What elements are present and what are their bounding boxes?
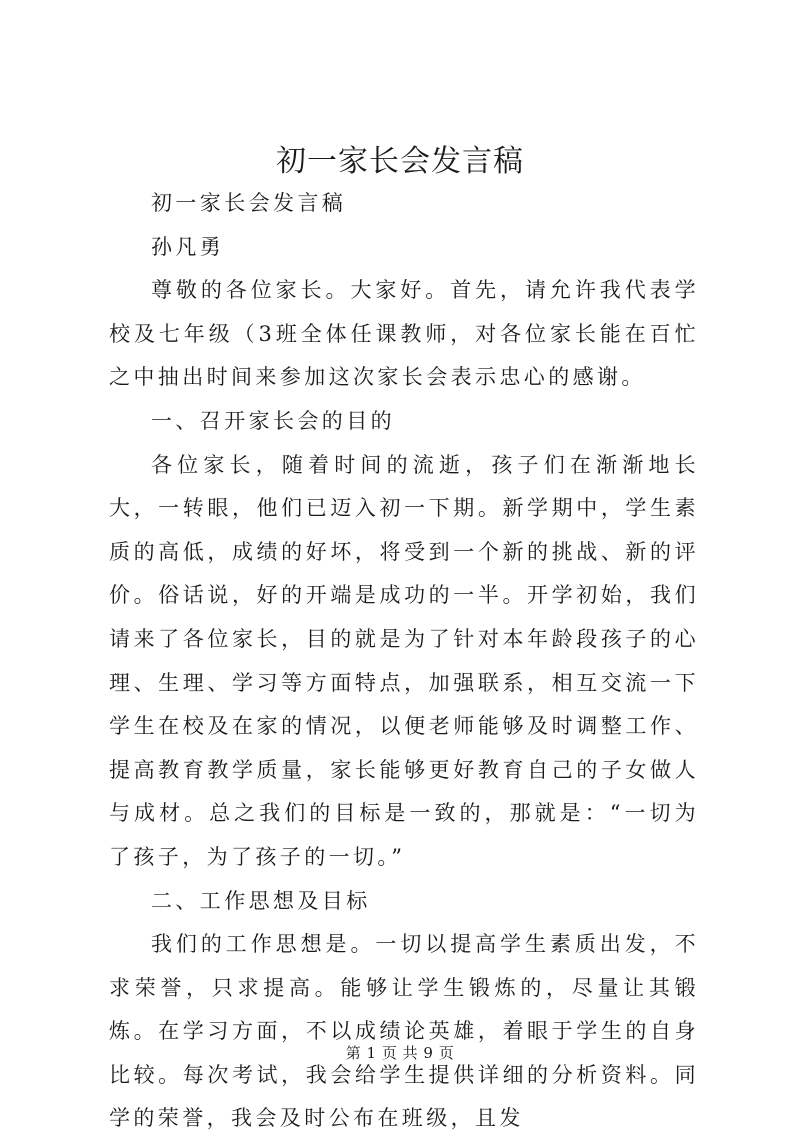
page-number-footer: 第 1 页 共 9 页: [345, 1044, 455, 1062]
subtitle-paragraph: 初一家长会发言稿: [151, 191, 347, 215]
section-heading-goals: 二、工作思想及目标: [151, 888, 371, 913]
document-body: [109, 182, 699, 1141]
author-paragraph: 孙凡勇: [151, 234, 225, 259]
section-heading-purpose: 一、召开家长会的目的: [151, 408, 395, 433]
greeting-paragraph: 尊敬的各位家长。大家好。首先，请允许我代表学校及七年级（3班全体任课教师，对各位家长能在百忙之中抽出时间来参加这次家长会表示忠心的感谢。: [109, 278, 699, 390]
document-title: 初一家长会发言稿: [276, 144, 524, 179]
goals-paragraph: 我们的工作思想是。一切以提高学生素质出发，不求荣誉，只求提高。能够让学生锻炼的，尽量让其锻炼。在学习方面，不以成绩论英雄，着眼于学生的自身比较。每次考试，我会给学生提供详细的分析资料。同学的荣誉，我会及时公布在班级，且发: [109, 932, 699, 1131]
purpose-paragraph: 各位家长，随着时间的流逝，孩子们在渐渐地长大，一转眼，他们已迈入初一下期。新学期中，学生素质的高低，成绩的好坏，将受到一个新的挑战、新的评价。俗话说，好的开端是成功的一半。开学初始，我们请来了各位家长，目的就是为了针对本年龄段孩子的心理、生理、学习等方面特点，加强联系，相互交流一下学生在校及在家的情况，以便老师能够及时调整工作、提高教育教学质量，家长能够更好教育自己的子女做人与成材。总之我们的目标是一致的，那就是：“一切为了孩子，为了孩子的一切。”: [109, 452, 699, 869]
